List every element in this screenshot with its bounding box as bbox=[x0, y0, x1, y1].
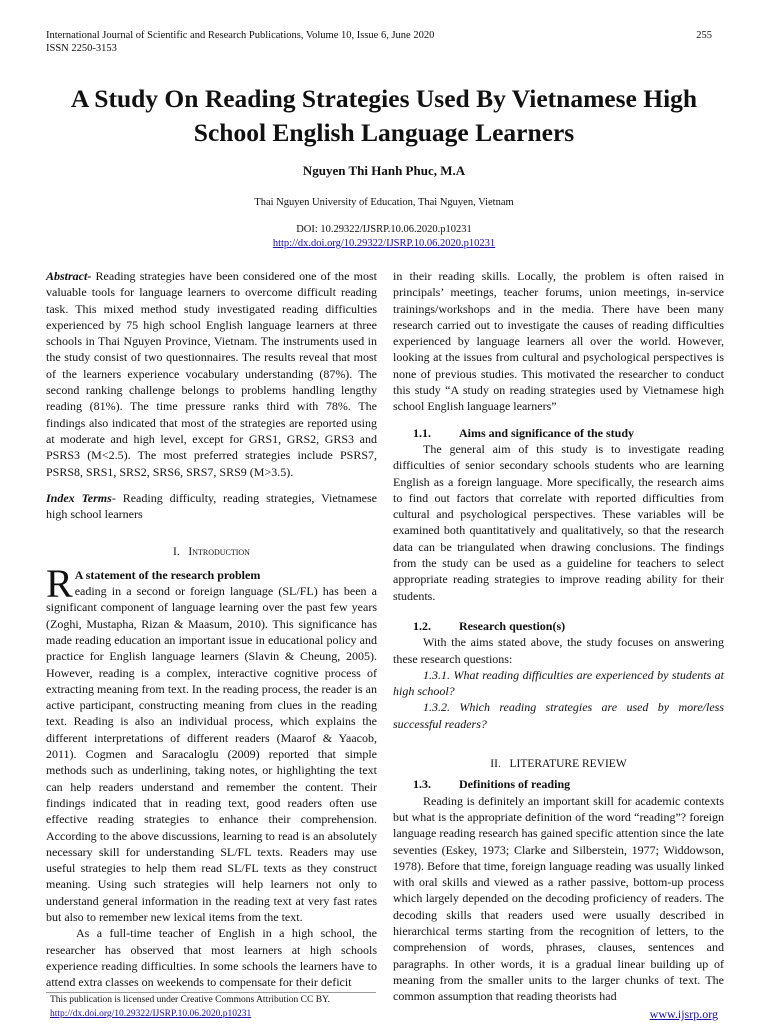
page-number: 255 bbox=[696, 30, 712, 41]
author: Nguyen Thi Hanh Phuc, M.A bbox=[302, 163, 466, 178]
intro-subtitle: A statement of the research problem bbox=[74, 567, 261, 582]
doi: DOI: 10.29322/IJSRP.10.06.2020.p10231 bbox=[296, 224, 472, 235]
definitions-text: Reading is definitely an important skill for academic contexts but what is the appropriate definition of the word “reading”? foreign language reading research has gained specific attention since the late seventies (Eskey, 1973; Clarke and Silberstein, 1977; Widdowson, 1978). Before that time, foreign language reading was usually linked with oral skills and viewed as a rather passive, bottom-up process which largely depended on the decoding proficiency of readers. The decoding skills that readers used were usually described in hierarchical terms starting from the recognition of letters, to the comprehension of words, phrases, clauses, sentences and paragraphs. In other words, it is a gradual linear building up of meaning from the smaller units to the larger chunks of text. The common assumption that reading theorists had bbox=[393, 793, 724, 1004]
footer-doi-link[interactable]: http://dx.doi.org/10.29322/IJSRP.10.06.2020.p10231 bbox=[50, 1009, 252, 1019]
footer-divider bbox=[46, 992, 376, 993]
issn: ISSN 2250-3153 bbox=[46, 43, 117, 54]
index-terms-label: Index Terms bbox=[46, 490, 112, 505]
intro-text-1: eading in a second or foreign language (SL/FL) has been a significant component of language learning over the past few years (Zoghi, Mustapha, Rizan & Maasum, 2010). This significance has made reading education an important issue in educational policy and practice for English language learners (Slavin & Cheung, 2005). However, reading is a complex, interactive cognitive process of extracting meaning from text. In the reading process, the reader is an active participant, constructing meaning from clues in the reading text. Reading is also an individual process, which explains the different interpretations of different readers (Maarof & Yaacob, 2011). Cogmen and Saracaloglu (2009) reported that simple methods such as underlining, taking notes, or highlighting the text can help readers understand and remember the content. Their findings indicated that in reading text, good readers often use effective reading strategies to enhance their comprehension. According to the above discussions, learning to read is an absolutely necessary skill for understanding SL/FL texts. Readers may use useful strategies to help them read SL/FL texts as they construct meaning. Using such strategies will help learners not only to understand general information in the reading text at very fast rates but also to remember new lexical items from the text. bbox=[46, 584, 377, 924]
section-number: II. bbox=[490, 758, 501, 771]
subsection-heading-questions bbox=[393, 618, 724, 634]
footer-license: This publication is licensed under Creative Commons Attribution CC BY. bbox=[50, 995, 331, 1005]
footer-site-link[interactable]: www.ijsrp.org bbox=[649, 1007, 718, 1021]
doi-link[interactable]: http://dx.doi.org/10.29322/IJSRP.10.06.2020.p10231 bbox=[272, 238, 496, 249]
left-column bbox=[46, 268, 377, 990]
intro-paragraph-2: As a full-time teacher of English in a high school, the researcher has observed that most learners at high schools experience reading difficulties. In some schools the learners have to attend extra classes on weekends to compensate for their deficit bbox=[46, 926, 377, 990]
index-terms bbox=[46, 490, 377, 523]
abstract-label: Abstract- bbox=[46, 269, 92, 283]
section-number: I. bbox=[173, 546, 180, 559]
abstract bbox=[46, 268, 377, 480]
research-question-2: 1.3.2. Which reading strategies are used by more/less successful readers? bbox=[393, 700, 724, 731]
intro-paragraph-1 bbox=[46, 560, 377, 926]
section-heading-literature bbox=[393, 756, 724, 772]
section-title: LITERATURE REVIEW bbox=[509, 758, 627, 771]
aims-text: The general aim of this study is to investigate reading difficulties of senior secondary schools students who are learning English as a foreign language. More specifically, the research aims to find out factors that correlate with reported difficulties from cultural and psychological perspectives. These variables will be examined both quantitatively and qualitatively, so that the research data can be triangulated when drawing conclusions. The findings from the study can be used as a guideline for teachers to select appropriate reading strategies to improve reading ability for their students. bbox=[393, 441, 724, 603]
research-question-1: 1.3.1. What reading difficulties are experienced by students at high school? bbox=[393, 667, 724, 699]
intro-paragraph-2-cont: in their reading skills. Locally, the problem is often raised in principals’ meetings, teacher forums, union meetings, in-service trainings/workshops and in the media. There have been many research carried out to investigate the causes of reading difficulties experienced by language learners all over the world. However, looking at the issues from cultural and psychological perspectives is none of previous studies. This motivated the researcher to conduct this study “A study on reading strategies used by Vietnamese high school English language learners” bbox=[393, 269, 724, 414]
subsection-heading-aims bbox=[393, 425, 724, 441]
section-heading-introduction bbox=[46, 544, 377, 560]
subsection-title: Research question(s) bbox=[459, 618, 566, 633]
questions-intro: With the aims stated above, the study focuses on answering these research questions: bbox=[393, 635, 724, 666]
subsection-title: Definitions of reading bbox=[459, 777, 571, 792]
subsection-number: 1.2. bbox=[413, 618, 431, 633]
subsection-title: Aims and significance of the study bbox=[459, 425, 635, 440]
subsection-heading-definitions bbox=[393, 776, 724, 792]
subsection-number: 1.3. bbox=[413, 777, 431, 792]
right-column bbox=[393, 268, 724, 1004]
paper-title: A Study On Reading Strategies Used By Vietnamese High School English Language Learners bbox=[70, 84, 698, 147]
section-title: Introduction bbox=[188, 546, 250, 559]
subsection-number: 1.1. bbox=[413, 425, 431, 440]
drop-cap: R bbox=[46, 560, 73, 606]
affiliation: Thai Nguyen University of Education, Thai Nguyen, Vietnam bbox=[254, 197, 514, 208]
index-terms-text: - Reading difficulty, reading strategies, Vietnamese high school learners bbox=[46, 490, 377, 522]
journal-header: International Journal of Scientific and Research Publications, Volume 10, Issue 6, June 2020 bbox=[46, 30, 435, 41]
abstract-text: Reading strategies have been considered one of the most valuable tools for language learners to overcome difficult reading task. This mixed method study investigated reading difficulties experienced by 75 high school English language learners at three schools in Thai Nguyen Province, Vietnam. The instruments used in the study consist of two questionnaires. The results reveal that most of the learners experience vocabulary understanding (87%). The second ranking challenge belongs to problems handling lengthy reading (81%). The time pressure ranks third with 78%. The findings also indicated that most of the strategies are reported using at moderate and high level, except for GRS1, GRS2, GRS3 and PSRS3 (M<2.5). The most preferred strategies include PSRS7, PSRS8, SRS1, SRS2, SRS6, SRS7, SRS9 (M>3.5). bbox=[46, 269, 377, 479]
